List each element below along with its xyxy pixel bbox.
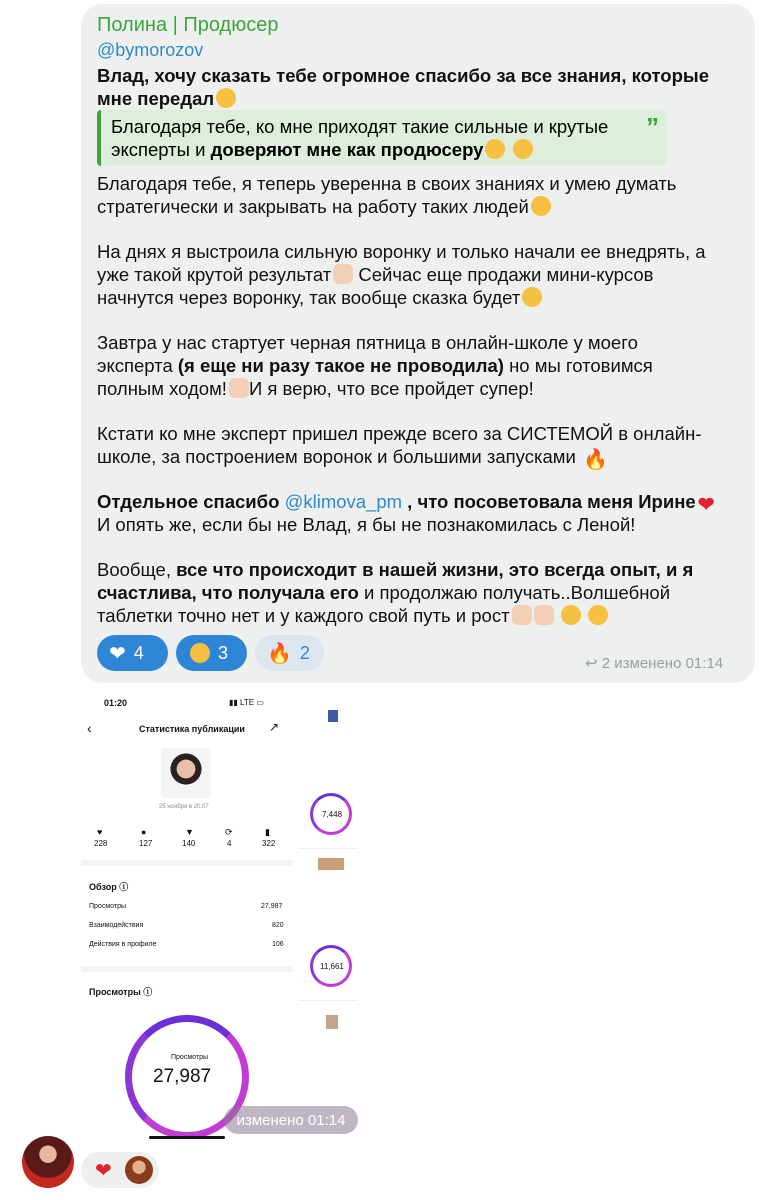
message-line: Вообще, все что происходит в нашей жизни, это всегда опыт, и я [97, 559, 694, 580]
heart-emoji-icon: ❤ [697, 494, 715, 516]
message-line: школе, за построением воронок и большими запусками 🔥 [97, 446, 608, 471]
like-icon: ♥ [97, 827, 103, 837]
image-edited-timestamp: изменено 01:14 [224, 1106, 358, 1134]
message-line: стратегически и закрывать на работу таких людей [97, 195, 551, 218]
status-network: ▮▮ LTE ▭ [229, 698, 264, 707]
thumb-value: 11,661 [320, 962, 344, 971]
quote-mark-icon: ” [646, 112, 659, 142]
views-title: Просмотры ⓘ [89, 987, 153, 997]
reactor-avatar [125, 1156, 153, 1184]
status-time: 01:20 [104, 698, 128, 708]
row-label: Взаимодействия [89, 922, 144, 929]
reaction-heart-button[interactable]: ❤ 4 [97, 635, 168, 671]
reaction-fire-button[interactable]: 🔥 2 [255, 635, 324, 671]
thumb-image [328, 710, 338, 722]
stat-shares: 140 [182, 839, 196, 848]
info-icon: ⓘ [119, 882, 129, 892]
share-icon: ▼ [185, 827, 194, 837]
heart-icon: ❤ [109, 642, 126, 665]
smile-emoji-icon [561, 605, 581, 625]
message-line: счастлива, что получала его и продолжаю получать..Волшебной [97, 582, 671, 603]
stats-title: Статистика публикации [139, 724, 245, 734]
row-label: Просмотры [89, 903, 126, 910]
divider [81, 860, 293, 866]
praying-hands-emoji-icon [512, 605, 532, 625]
message-line: И опять же, если бы не Влад, я бы не познакомилась с Леной! [97, 514, 636, 535]
save-icon: ▮ [265, 827, 270, 837]
quote-line: эксперты и доверяют мне как продюсеру [111, 139, 533, 161]
row-value: 27,987 [261, 903, 283, 910]
sender-handle[interactable]: @bymorozov [97, 40, 204, 60]
bottom-reaction[interactable] [81, 1152, 159, 1188]
stat-comments: 127 [139, 839, 153, 848]
edited-timestamp: ↩ 2 изменено 01:14 [585, 655, 724, 672]
overview-title: Обзор ⓘ [89, 882, 129, 892]
avatar[interactable] [22, 1136, 74, 1188]
message-line: уже такой крутой результат Сейчас еще продажи мини-курсов [97, 264, 654, 285]
comment-icon: ● [141, 827, 147, 837]
mention-link[interactable]: @klimova_pm [284, 491, 403, 512]
message-line: таблетки точно нет и у каждого свой путь и рост [97, 604, 608, 627]
fire-icon: 🔥 [267, 642, 292, 665]
reaction-heart-eyes-button[interactable]: 3 [176, 635, 247, 671]
divider [298, 1000, 358, 1001]
smile-emoji-icon [588, 605, 608, 625]
fire-emoji-icon: 🔥 [582, 449, 608, 471]
message-line: Благодаря тебе, я теперь уверенна в своих знаниях и умею думать [97, 173, 677, 194]
message-line: Влад, хочу сказать тебе огромное спасибо за все знания, которые [97, 65, 709, 86]
reply-arrow-icon: ↩ [585, 655, 598, 672]
heart-eyes-icon [190, 643, 210, 663]
smile-emoji-icon [216, 88, 236, 108]
message-line: полным ходом! И я верю, что все пройдет супер! [97, 378, 534, 399]
grin-sweat-emoji-icon [522, 287, 542, 307]
message-line: мне передал [97, 87, 236, 110]
quote-block [97, 110, 667, 166]
info-icon: ⓘ [143, 987, 153, 997]
pleading-emoji-icon [531, 196, 551, 216]
message-line: Отдельное спасибо @klimova_pm , что посоветовала меня Ирине ❤ [97, 491, 715, 516]
praying-hands-emoji-icon [534, 605, 554, 625]
stat-likes: 228 [94, 839, 108, 848]
praying-hands-emoji-icon [229, 378, 249, 398]
heart-icon: ❤ [95, 1160, 112, 1182]
repost-icon: ⟳ [225, 827, 233, 837]
message-line: Завтра у нас стартует черная пятница в онлайн-школе у моего [97, 332, 638, 353]
thumb-image [318, 858, 344, 870]
post-thumbnail[interactable] [161, 748, 211, 798]
message-line: начнутся через воронку, так вообще сказка будет [97, 286, 542, 309]
quote-line: Благодаря тебе, ко мне приходят такие сильные и крутые [111, 116, 609, 137]
ring-label: Просмотры [171, 1054, 208, 1061]
message-line: Кстати ко мне эксперт пришел прежде всего за СИСТЕМОЙ в онлайн- [97, 423, 702, 444]
thumb-image [326, 1015, 338, 1029]
stats-screenshot[interactable] [81, 690, 293, 1138]
row-label: Действия в профиле [89, 941, 157, 948]
ring-value: 27,987 [153, 1066, 212, 1087]
stat-reposts: 4 [227, 839, 232, 848]
praying-hands-emoji-icon [333, 264, 353, 284]
message-line: На днях я выстроила сильную воронку и только начали ее внедрять, а [97, 241, 706, 262]
post-date: 25 ноября в 20:07 [159, 804, 209, 810]
smile-emoji-icon [513, 139, 533, 159]
divider [81, 966, 293, 972]
heart-eyes-emoji-icon [485, 139, 505, 159]
row-value: 106 [272, 941, 284, 948]
sender-name[interactable]: Полина | Продюсер [97, 14, 279, 36]
stats-thumbnails[interactable] [298, 690, 358, 1150]
message-line: эксперта (я еще ни разу такое не проводила) но мы готовимся [97, 355, 653, 376]
divider [298, 848, 358, 849]
back-icon[interactable]: ‹ [87, 720, 92, 736]
thumb-value: 7,448 [322, 810, 343, 819]
trend-icon[interactable]: ↗ [269, 720, 280, 734]
stat-saves: 322 [262, 839, 276, 848]
row-value: 820 [272, 922, 284, 929]
home-indicator [149, 1136, 225, 1139]
